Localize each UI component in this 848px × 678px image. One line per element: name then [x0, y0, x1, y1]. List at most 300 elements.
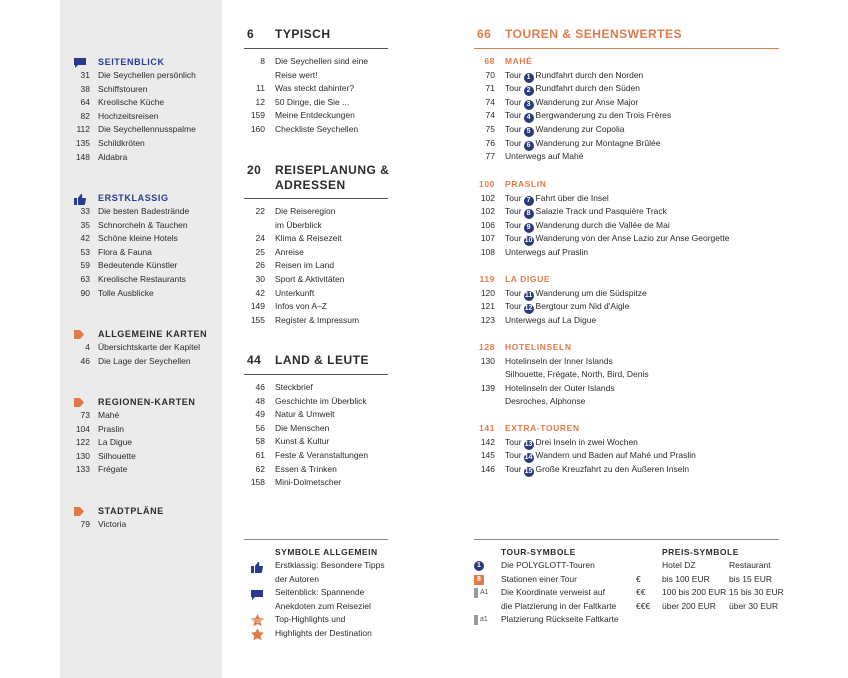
page-number: 26 [255, 260, 265, 271]
page-number: 155 [250, 314, 265, 325]
toc-entry[interactable] [480, 219, 729, 233]
entry-label: Bergtour zum Nid d'Aigle [535, 301, 630, 312]
toc-entry[interactable] [250, 123, 368, 137]
legend-title: TOUR-SYMBOLE [501, 547, 576, 557]
tour-number-badge: 2 [524, 86, 534, 96]
tour-number-badge: 13 [524, 440, 533, 448]
entry-label: Wanderung zur Copolia [535, 123, 625, 134]
page-number: 4 [85, 342, 90, 352]
page-number: 104 [75, 423, 90, 434]
hotel-price: über 200 EUR [662, 600, 716, 611]
legend-line-text: die Platzierung in der Faltkarte [501, 600, 617, 611]
page-number: 77 [485, 151, 495, 162]
page-number: 121 [480, 301, 495, 312]
sidebar-section-allgemeine-karten [80, 328, 208, 368]
price-symbol: €€€ [636, 600, 651, 611]
toc-entry[interactable] [80, 273, 189, 287]
entry-label: Feste & Veranstaltungen [275, 449, 369, 460]
legend-text [480, 613, 619, 627]
thumbs-up-icon [74, 194, 86, 204]
page-number: 82 [80, 110, 90, 121]
page-number: 31 [80, 70, 90, 80]
toc-entry[interactable] [75, 423, 196, 437]
toc-entry[interactable] [485, 96, 671, 110]
page-number: 24 [255, 233, 265, 244]
tour-number-badge: 9 [524, 223, 534, 233]
subsection-title-text: PRASLIN [505, 179, 547, 189]
restaurant-price: bis 15 EUR [729, 573, 772, 584]
toc-entry[interactable] [480, 300, 647, 314]
price-row [636, 573, 772, 587]
entry-label: Praslin [98, 423, 124, 434]
entry-label: Mahé [98, 410, 120, 420]
entry-label: Wanderung um die Südspitze [535, 287, 647, 298]
tour-word: Tour [505, 301, 522, 312]
subsection-title-text: EXTRA-TOUREN [505, 423, 580, 433]
tour-word: Tour [505, 137, 522, 148]
entry-label: Rundfahrt durch den Norden [535, 69, 644, 80]
toc-entry[interactable] [80, 518, 164, 532]
entry-label: 50 Dinge, die Sie ... [275, 96, 350, 107]
toc-entry[interactable] [75, 137, 196, 151]
toc-entry[interactable] [255, 435, 368, 449]
page-number: 42 [255, 287, 265, 298]
page-number: 119 [479, 274, 495, 284]
toc-entry[interactable] [480, 382, 649, 396]
legend-line-text: Die Koordinate verweist auf [501, 587, 605, 598]
entry-label: Große Kreuzfahrt zu den Äußeren Inseln [535, 463, 690, 474]
page-number: 38 [80, 83, 90, 94]
entry-label: Schildkröten [98, 137, 145, 148]
page-number: 59 [80, 260, 90, 271]
entry-label: Mini-Dolmetscher [275, 477, 342, 488]
toc-entry[interactable] [275, 219, 359, 233]
chapter-title[interactable]: LAND & LEUTE [275, 353, 369, 367]
entry-label: Die Seychellennusspalme [98, 124, 196, 135]
price-symbol: € [636, 573, 641, 584]
toc-entry[interactable] [255, 273, 359, 287]
page-number: 102 [480, 206, 495, 217]
chapter-title[interactable]: TOUREN & SEHENSWERTES [505, 27, 682, 41]
section-title-text: STADTPLÄNE [98, 506, 164, 516]
chapter-title[interactable]: REISEPLANUNG & [275, 163, 390, 177]
page-number: 142 [480, 436, 495, 447]
entry-label: Hotelinseln der Inner Islands [505, 355, 613, 366]
toc-entry[interactable] [80, 409, 196, 423]
chapter-number: 20 [247, 163, 262, 177]
entry-label: Reise wert! [275, 69, 318, 80]
sidebar-section-stadtplaene [80, 505, 164, 532]
legend-line-text: Stationen einer Tour [501, 573, 577, 584]
divider [244, 374, 388, 375]
page-number: 58 [255, 436, 265, 447]
entry-label: Salazie Track und Pasquière Track [535, 206, 667, 217]
legend-title: SYMBOLE ALLGEMEIN [275, 547, 378, 557]
sidebar-section-seitenblick [75, 56, 196, 164]
page-number: 90 [80, 287, 90, 298]
toc-entry[interactable] [80, 246, 189, 260]
toc-entry[interactable] [255, 205, 359, 219]
toc-entry[interactable] [485, 109, 672, 123]
entry-label: Unterwegs auf Mahé [505, 151, 584, 162]
page-number: 61 [255, 449, 265, 460]
tour-number-badge: 1 [524, 73, 534, 83]
toc-entry[interactable] [485, 150, 671, 164]
restaurant-price: über 30 EUR [729, 600, 779, 611]
page-number: 123 [480, 314, 495, 325]
toc-entry[interactable] [255, 463, 368, 477]
subsection-mahe [484, 55, 672, 164]
toc-entry[interactable] [480, 449, 696, 463]
toc-entry[interactable] [480, 355, 649, 369]
entry-label: Wanderung zur Anse Major [535, 96, 639, 107]
page-number: 100 [479, 179, 495, 189]
entry-label: Hotelinseln der Outer Islands [505, 382, 615, 393]
price-row [636, 586, 784, 600]
toc-entry[interactable] [480, 287, 647, 301]
legend-text: der Autoren [275, 573, 319, 584]
entry-label: Meine Entdeckungen [275, 110, 355, 121]
toc-entry[interactable] [255, 449, 369, 463]
page-number: 71 [485, 83, 495, 94]
toc-entry[interactable] [485, 69, 671, 83]
toc-entry[interactable] [480, 232, 730, 246]
entry-label: Was steckt dahinter? [275, 83, 355, 94]
tour-number-badge: 15 [524, 467, 533, 475]
page-number: 46 [255, 382, 265, 392]
price-header-row [636, 559, 771, 573]
page-number: 141 [479, 423, 495, 433]
tour-number-badge: 3 [524, 100, 534, 110]
highlight-star-icon [251, 628, 264, 646]
section-title-text: ALLGEMEINE KARTEN [98, 329, 208, 339]
page-number: 56 [255, 422, 265, 433]
entry-label: Die Seychellen persönlich [98, 70, 196, 80]
page-number: 149 [250, 301, 265, 312]
page-number: 133 [75, 464, 90, 475]
entry-label: Drei Inseln in zwei Wochen [535, 436, 638, 447]
legend-symbole-allgemein [275, 546, 385, 641]
legend-text [477, 573, 619, 587]
legend-text: Highlights der Destination [275, 627, 372, 638]
subsection-title[interactable] [479, 273, 647, 287]
page-number: 35 [80, 219, 90, 230]
page-number: 62 [255, 463, 265, 474]
subsection-title[interactable] [479, 422, 696, 436]
entry-label: Klima & Reisezeit [275, 233, 342, 244]
toc-entry[interactable] [80, 259, 189, 273]
toc-entry[interactable] [80, 287, 189, 301]
toc-entry[interactable] [255, 96, 368, 110]
toc-entry[interactable] [255, 232, 359, 246]
entry-label: Aldabra [98, 151, 128, 162]
entry-label: Steckbrief [275, 382, 313, 392]
subsection-ladigue [479, 273, 647, 327]
page-number: 75 [485, 123, 495, 134]
toc-entry[interactable] [480, 463, 696, 477]
toc-entry[interactable] [485, 82, 671, 96]
entry-label: Kreolische Küche [98, 97, 165, 108]
tour-number-badge: 14 [524, 454, 533, 462]
chapter-number: 6 [247, 27, 255, 41]
legend-preis-symbole [636, 546, 784, 613]
page-number: 145 [480, 450, 495, 461]
page-number: 70 [485, 69, 495, 80]
page-number: 135 [75, 137, 90, 148]
tour-word: Tour [505, 110, 522, 121]
sidebar-section-title [98, 328, 207, 341]
map-marker-icon [74, 398, 86, 408]
entry-label: Schiffstouren [98, 83, 148, 94]
entry-label: Die Seychellen sind eine [275, 56, 369, 66]
thumbs-up-icon [251, 560, 263, 578]
toc-entry[interactable] [255, 395, 368, 409]
toc-entry[interactable] [76, 123, 196, 137]
tour-word: Tour [505, 287, 522, 298]
sidebar-section-title [98, 505, 164, 518]
entry-label: Bergwanderung zu den Trois Frères [535, 110, 672, 121]
tour-number-badge: 6 [524, 141, 534, 151]
toc-entry[interactable] [480, 246, 729, 260]
page-number: 102 [480, 192, 495, 203]
entry-label: Wanderung durch die Vallée de Mai [535, 219, 670, 230]
toc-entry[interactable] [75, 463, 196, 477]
toc-entry[interactable] [80, 69, 196, 83]
page-number: 139 [480, 382, 495, 393]
entry-label: Die Menschen [275, 422, 330, 433]
toc-entry[interactable] [80, 219, 189, 233]
page-number: 42 [80, 233, 90, 244]
tour-word: Tour [505, 83, 522, 94]
page-number: 25 [255, 246, 265, 257]
tour-word: Tour [505, 96, 522, 107]
entry-label: La Digue [98, 437, 133, 448]
entry-label: Übersichtskarte der Kapitel [98, 342, 201, 352]
legend-text [477, 559, 619, 573]
toc-entry[interactable] [75, 450, 196, 464]
tour-number-badge: 5 [524, 127, 534, 137]
legend-text [480, 586, 619, 600]
toc-entry[interactable] [250, 300, 359, 314]
page-number: 73 [80, 410, 90, 420]
page-number: 64 [80, 97, 90, 108]
toc-entry[interactable] [260, 55, 369, 69]
subsection-title[interactable] [479, 341, 649, 355]
sidebar-section-title [98, 192, 189, 205]
toc-entry[interactable] [75, 436, 196, 450]
toc-entry[interactable] [75, 151, 196, 165]
price-symbol: €€ [636, 587, 646, 598]
page-number: 122 [75, 437, 90, 448]
entry-label: Checkliste Seychellen [275, 123, 359, 134]
entry-label: im Überblick [275, 219, 322, 230]
toc-entry[interactable] [80, 83, 196, 97]
entry-label: Wanderung von der Anse Lazio zur Anse Georgette [535, 233, 730, 244]
tour-number-badge: 4 [524, 113, 534, 123]
page-number: 49 [255, 409, 265, 420]
tour-word: Tour [505, 233, 522, 244]
tour-word: Tour [505, 192, 522, 203]
page-number: 146 [480, 463, 495, 474]
toc-entry[interactable] [485, 137, 671, 151]
toc-entry[interactable] [480, 205, 729, 219]
chapter-number: 66 [477, 27, 492, 41]
entry-list [250, 205, 360, 327]
page-number: 130 [75, 450, 90, 461]
tour-word: Tour [505, 436, 522, 447]
entry-label: Reisen im Land [275, 260, 335, 271]
entry-label: Essen & Trinken [275, 463, 337, 474]
chapter-title[interactable]: ADRESSEN [275, 178, 346, 192]
tour-number-badge: 12 [524, 305, 533, 313]
restaurant-price: 15 bis 30 EUR [729, 587, 784, 598]
section-title-text: SEITENBLICK [98, 57, 165, 67]
entry-label: Schnorcheln & Tauchen [98, 219, 188, 230]
toc-entry[interactable] [480, 192, 729, 206]
toc-entry[interactable] [485, 123, 671, 137]
sidebar-section-erstklassig [80, 192, 190, 300]
sidebar-section-title [98, 56, 196, 69]
svg-text:TOP: TOP [252, 619, 263, 625]
entry-label: Hochzeitsreisen [98, 110, 159, 121]
entry-label: Die Lage der Seychellen [98, 355, 191, 366]
entry-label: Victoria [98, 519, 127, 529]
page-number: 74 [485, 96, 495, 107]
entry-label: Geschichte im Überblick [275, 395, 367, 406]
tour-number-badge: 11 [524, 291, 533, 299]
toc-entry[interactable] [275, 69, 368, 83]
page-number: 74 [485, 110, 495, 121]
toc-entry[interactable] [250, 314, 360, 328]
hotel-price: bis 100 EUR [662, 573, 710, 584]
toc-entry[interactable] [480, 314, 647, 328]
entry-label: Anreise [275, 246, 304, 257]
restaurant-column-header: Restaurant [729, 560, 771, 570]
entry-label: Unterwegs auf Praslin [505, 246, 589, 257]
page-number: 128 [479, 342, 495, 352]
toc-entry[interactable] [255, 259, 359, 273]
tour-symbol-icon: a1 [474, 615, 488, 625]
page-number: 112 [76, 124, 90, 135]
entry-list [250, 55, 369, 137]
entry-label: Schöne kleine Hotels [98, 233, 178, 244]
toc-entry[interactable] [80, 232, 189, 246]
legend-title: PREIS-SYMBOLE [662, 547, 739, 557]
toc-entry[interactable] [85, 341, 207, 355]
tour-word: Tour [505, 69, 522, 80]
subsection-title-text: HOTELINSELN [505, 342, 572, 352]
subsection-extra [479, 422, 696, 476]
legend-text: Seitenblick: Spannende [275, 587, 365, 598]
legend-text [501, 600, 619, 614]
toc-entry[interactable] [250, 109, 368, 123]
price-row [636, 600, 779, 614]
entry-label: Silhouette [98, 450, 136, 461]
entry-label: Kunst & Kultur [275, 436, 330, 447]
divider [474, 48, 779, 49]
entry-label: Unterwegs auf La Digue [505, 314, 597, 325]
legend-text: Anekdoten zum Reiseziel [275, 600, 371, 611]
tour-number-badge: 8 [524, 209, 534, 219]
subsection-title-text: MAHÉ [505, 56, 533, 66]
page-number: 107 [480, 233, 495, 244]
toc-entry[interactable] [255, 246, 359, 260]
entry-label: Desroches, Alphonse [505, 396, 586, 407]
subsection-title[interactable] [484, 55, 671, 69]
toc-entry[interactable] [505, 395, 649, 409]
toc-entry[interactable] [256, 82, 368, 96]
toc-entry[interactable] [80, 355, 207, 369]
toc-entry[interactable] [80, 110, 196, 124]
tour-word: Tour [505, 206, 522, 217]
speech-bubble-icon [74, 58, 86, 68]
divider [244, 539, 388, 540]
tour-word: Tour [505, 123, 522, 134]
page-number: 158 [250, 477, 265, 488]
page-number: 53 [80, 246, 90, 257]
page-number: 106 [480, 219, 495, 230]
map-marker-icon [74, 330, 86, 340]
chapter-number: 44 [247, 353, 262, 367]
entry-label: Register & Impressum [275, 314, 360, 325]
page-number: 130 [480, 355, 495, 366]
tour-symbol-icon: 1 [474, 561, 484, 571]
entry-label: Die Reiseregion [275, 206, 336, 216]
divider [474, 539, 779, 540]
entry-label: Fahrt über die Insel [535, 192, 609, 203]
toc-entry[interactable] [255, 408, 368, 422]
page-number: 30 [255, 273, 265, 284]
entry-label: Flora & Fauna [98, 246, 152, 257]
page-number: 160 [250, 123, 265, 134]
entry-label: Bedeutende Künstler [98, 260, 178, 271]
legend-line-text: Die POLYGLOTT-Touren [501, 560, 595, 570]
entry-label: Kreolische Restaurants [98, 273, 186, 284]
toc-entry[interactable] [250, 476, 368, 490]
entry-label: Unterkunft [275, 287, 315, 298]
toc-entry[interactable] [480, 436, 696, 450]
page-number: 48 [255, 395, 265, 406]
toc-entry[interactable] [255, 287, 359, 301]
section-title-text: REGIONEN-KARTEN [98, 397, 196, 407]
entry-label: Wandern und Baden auf Mahé und Praslin [535, 450, 696, 461]
section-title-text: ERSTKLASSIG [98, 193, 169, 203]
toc-entry[interactable] [80, 205, 190, 219]
entry-label: Infos von A–Z [275, 301, 327, 312]
subsection-hotelinseln [479, 341, 649, 409]
toc-entry[interactable] [255, 422, 368, 436]
entry-label: Rundfahrt durch den Süden [535, 83, 640, 94]
entry-label: Sport & Aktivitäten [275, 273, 345, 284]
subsection-title[interactable] [479, 178, 729, 192]
toc-entry[interactable] [255, 381, 368, 395]
chapter-title[interactable]: TYPISCH [275, 27, 331, 41]
sidebar-section-regionen-karten [75, 396, 196, 477]
toc-entry[interactable] [80, 96, 196, 110]
entry-label: Natur & Umwelt [275, 409, 335, 420]
entry-label: Silhouette, Frégate, North, Bird, Denis [505, 369, 649, 380]
hotel-column-header: Hotel DZ [662, 560, 696, 570]
entry-label: Die besten Badestrände [98, 206, 190, 216]
toc-entry[interactable] [505, 368, 649, 382]
entry-label: Wanderung zur Montagne Brûlée [535, 137, 661, 148]
hotel-price: 100 bis 200 EUR [662, 587, 727, 598]
subsection-praslin [479, 178, 730, 260]
tour-word: Tour [505, 219, 522, 230]
legend-text: Erstklassig: Besondere Tipps [275, 560, 385, 570]
tour-number-badge: 7 [524, 196, 534, 206]
page-number: 33 [80, 206, 90, 216]
